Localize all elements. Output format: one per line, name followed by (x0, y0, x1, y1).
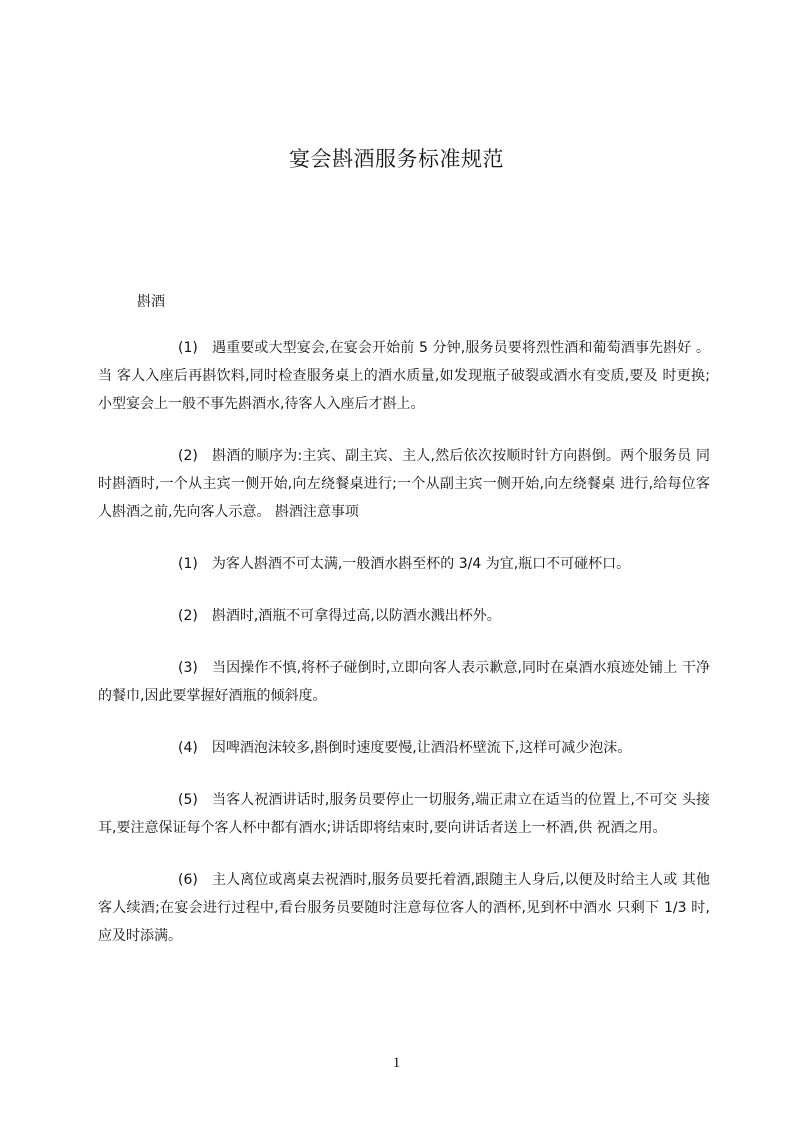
paragraph-number: (2) (178, 448, 198, 464)
paragraph-text: 为客人斟酒不可太满,一般酒水斟至杯的 3/4 为宜,瓶口不可碰杯口。 (211, 556, 631, 572)
paragraph (98, 334, 710, 418)
paragraph-number: (1) (178, 556, 198, 572)
paragraph-number: (2) (178, 608, 198, 624)
paragraph (98, 602, 710, 630)
paragraph-text: 斟酒的顺序为:主宾、副主宾、主人,然后依次按顺时针方向斟倒。两个服务员 同时斟酒时,一个从主宾一侧开始,向左绕餐桌进行;一个从副主宾一侧开始,向左绕餐桌 进行,给每位客人斟酒之前,先向客人示意。 斟酒注意事项 (98, 448, 710, 520)
paragraph-number: (5) (178, 792, 198, 808)
paragraph-text: 遇重要或大型宴会,在宴会开始前 5 分钟,服务员要将烈性酒和葡萄酒事先斟好 。当 客人入座后再斟饮料,同时检查服务桌上的酒水质量,如发现瓶子破裂或酒水有变质,要及 时更换;小型宴会上一般不事先斟酒水,待客人入座后才斟上。 (98, 340, 710, 412)
section-heading: 斟酒 (137, 294, 165, 310)
paragraph (98, 866, 710, 950)
page-title: 宴会斟酒服务标准规范 (289, 147, 504, 171)
document-body (98, 334, 710, 974)
paragraph (98, 654, 710, 710)
paragraph (98, 786, 710, 842)
paragraph-text: 当客人祝酒讲话时,服务员要停止一切服务,端正肃立在适当的位置上,不可交 头接耳,要注意保证每个客人杯中都有酒水;讲话即将结束时,要向讲话者送上一杯酒,供 祝酒之用。 (98, 792, 710, 836)
paragraph-text: 因啤酒泡沫较多,斟倒时速度要慢,让酒沿杯壁流下,这样可减少泡沫。 (211, 740, 632, 756)
paragraph-number: (3) (178, 660, 198, 676)
paragraph-number: (6) (178, 872, 198, 888)
paragraph-number: (1) (178, 340, 198, 356)
paragraph-text: 当因操作不慎,将杯子碰倒时,立即向客人表示歉意,同时在桌酒水痕迹处铺上 干净的餐巾,因此要掌握好酒瓶的倾斜度。 (98, 660, 710, 704)
paragraph (98, 734, 710, 762)
paragraph (98, 442, 710, 526)
page-number: 1 (392, 1055, 401, 1071)
paragraph-text: 主人离位或离桌去祝酒时,服务员要托着酒,跟随主人身后,以便及时给主人或 其他客人续酒;在宴会进行过程中,看台服务员要随时注意每位客人的酒杯,见到杯中酒水 只剩下 1/3 时,应及时添满。 (98, 872, 710, 944)
paragraph-text: 斟酒时,酒瓶不可拿得过高,以防酒水溅出杯外。 (211, 608, 501, 624)
paragraph (98, 550, 710, 578)
paragraph-number: (4) (178, 740, 198, 756)
